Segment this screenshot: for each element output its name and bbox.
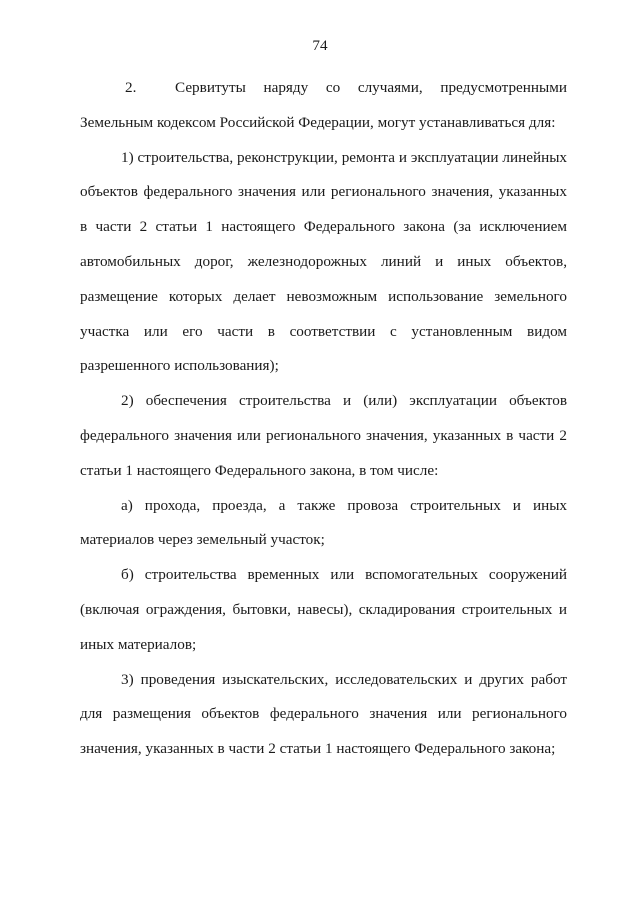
list-item-2: 2) обеспечения строительства и (или) эксплуатации объектов федерального значения или регионального значения, указанных в части 2 статьи 1 настоящего Федерального закона, в том числе:	[80, 392, 567, 479]
paragraph-intro	[80, 71, 567, 141]
clause-number: 2.	[125, 79, 137, 96]
page-number: 74	[312, 37, 328, 54]
list-item-2b: б) строительства временных или вспомогательных сооружений (включая ограждения, бытовки, навесы), складирования строительных и иных материалов;	[80, 566, 567, 653]
list-item-1: 1) строительства, реконструкции, ремонта и эксплуатации линейных объектов федерального значения или регионального значения, указанных в части 2 статьи 1 настоящего Федерального закона (за исключением автомобильных дорог, железнодорожных линий и иных объектов, размещение которых делает невозможным использование земельного участка или его части в соответствии с установленным видом разрешенного использования);	[80, 148, 567, 375]
document-body	[80, 71, 567, 767]
list-item-2a: а) прохода, проезда, а также провоза строительных и иных материалов через земельный участок;	[80, 496, 567, 549]
paragraph-intro-text: Сервитуты наряду со случаями, предусмотренными Земельным кодексом Российской Федерации, могут устанавливаться для:	[80, 79, 567, 131]
list-item-3: 3) проведения изыскательских, исследовательских и других работ для размещения объектов федерального значения или регионального значения, указанных в части 2 статьи 1 настоящего Федерального закона;	[80, 670, 567, 758]
